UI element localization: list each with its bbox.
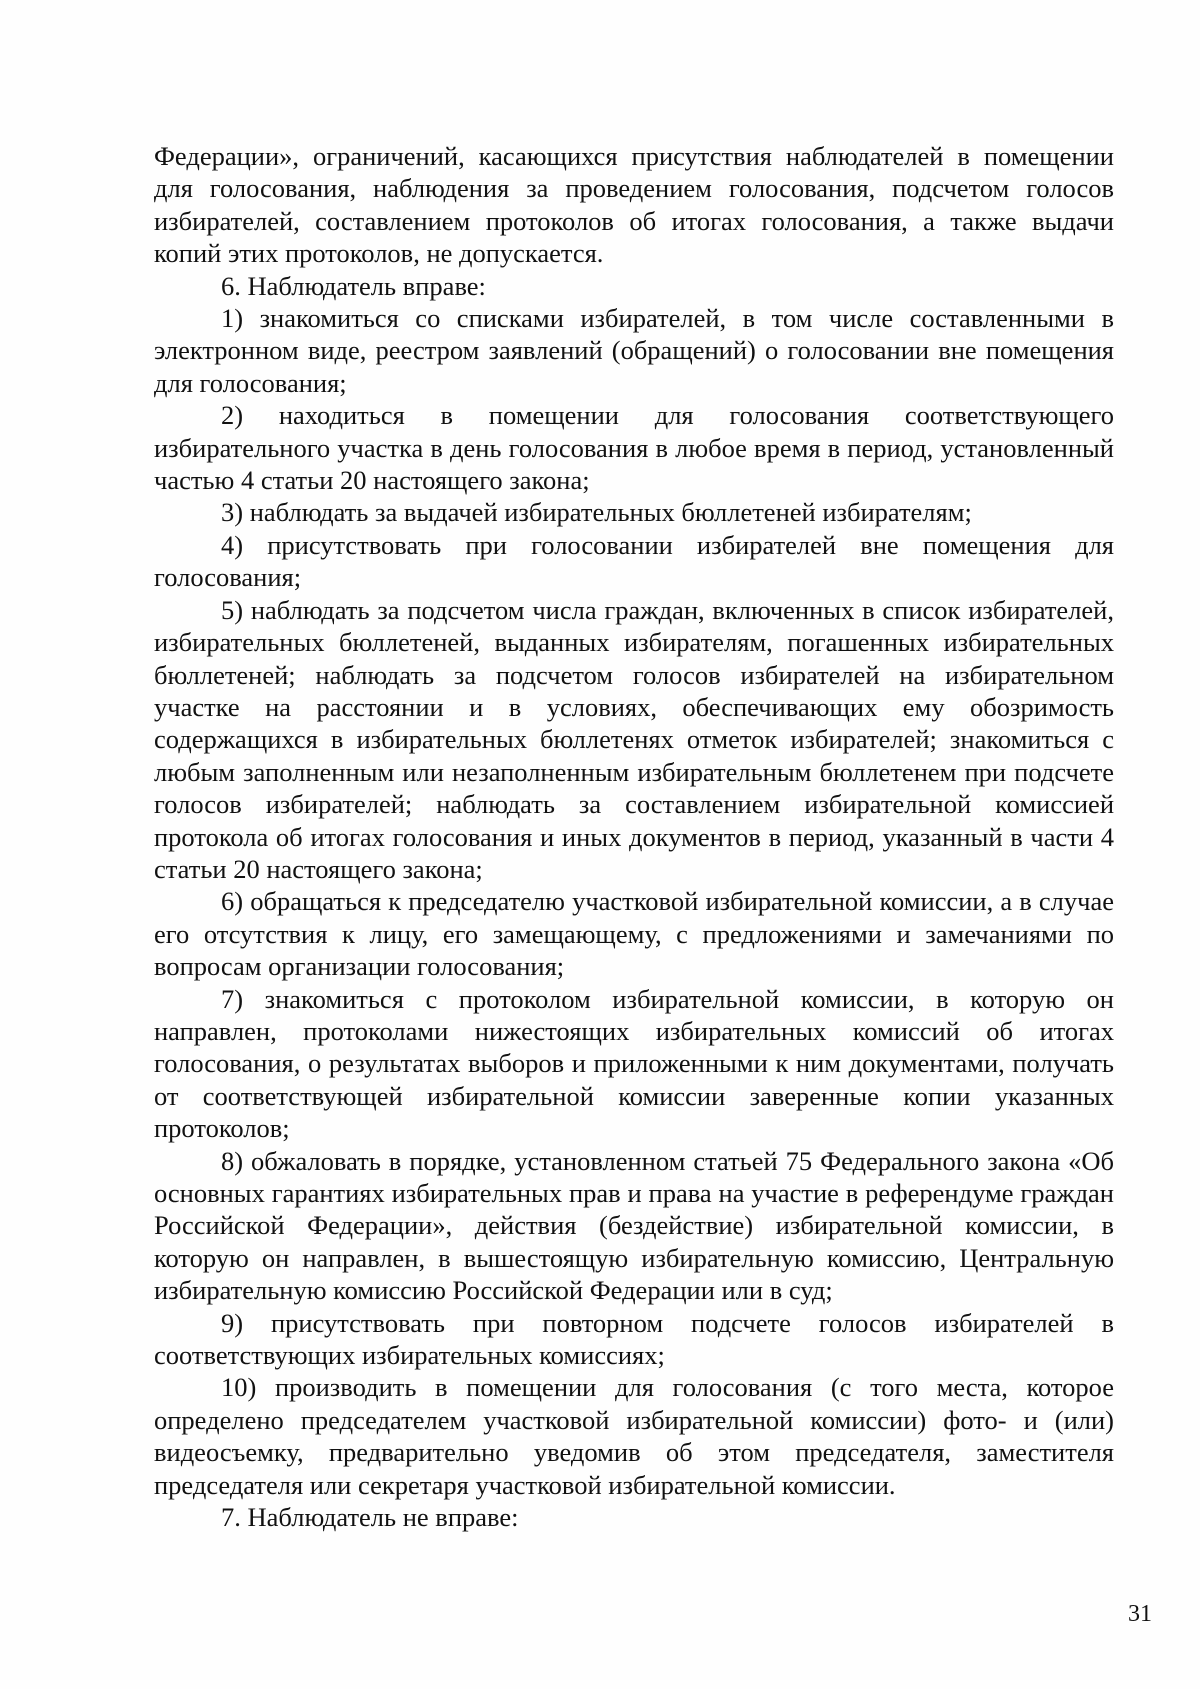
list-item: 8) обжаловать в порядке, установленном статьей 75 Федерального закона «Об основных гарантиях избирательных прав и права на участие в референдуме граждан Российской Федерации», действия (бездействие) избирательной комиссии, в которую он направлен, в вышестоящую избирательную комиссию, Центральную избирательную комиссию Российской Федерации или в суд;: [154, 1145, 1114, 1306]
list-item: 2) находиться в помещении для голосования соответствующего избирательного участка в день голосования в любое время в период, установленный частью 4 статьи 20 настоящего закона;: [154, 400, 1114, 496]
list-item: 7) знакомиться с протоколом избирательной комиссии, в которую он направлен, протоколами нижестоящих избирательных комиссий об итогах голосования, о результатах выборов и приложенными к ним документами, получать от соответствующей избирательной комиссии заверенные копии указанных протоколов;: [154, 983, 1114, 1144]
clause-7-heading: 7. Наблюдатель не вправе:: [221, 1502, 519, 1533]
list-item: 10) производить в помещении для голосования (с того места, которое определено председателем участковой избирательной комиссии) фото- и (или) видеосъемку, предварительно уведомив об этом председателя, заместителя председателя или секретаря участковой избирательной комиссии.: [154, 1372, 1114, 1500]
list-item: 4) присутствовать при голосовании избирателей вне помещения для голосования;: [154, 529, 1114, 593]
list-item: 6) обращаться к председателю участковой избирательной комиссии, а в случае его отсутствия к лицу, его замещающему, с предложениями и замечаниями по вопросам организации голосования;: [154, 886, 1114, 982]
list-item: 5) наблюдать за подсчетом числа граждан, включенных в список избирателей, избирательных бюллетеней, выданных избирателям, погашенных избирательных бюллетеней; наблюдать за подсчетом голосов избирателей на избирательном участке на расстоянии и в условиях, обеспечивающих ему обозримость содержащихся в избирательных бюллетенях отметок избирателей; знакомиться с любым заполненным или незаполненным избирательным бюллетенем при подсчете голосов избирателей; наблюдать за составлением избирательной комиссией протокола об итогах голосования и иных документов в период, указанный в части 4 статьи 20 настоящего закона;: [154, 594, 1114, 884]
document-body: [154, 140, 1114, 1533]
paragraph-continuation: Федерации», ограничений, касающихся присутствия наблюдателей в помещении для голосования, наблюдения за проведением голосования, подсчетом голосов избирателей, составлением протоколов об итогах голосования, а также выдачи копий этих протоколов, не допускается.: [154, 141, 1114, 269]
clause-6-heading: 6. Наблюдатель вправе:: [221, 270, 486, 301]
page-number: 31: [1128, 1601, 1152, 1627]
list-item: 9) присутствовать при повторном подсчете голосов избирателей в соответствующих избирательных комиссиях;: [154, 1307, 1114, 1371]
list-item: 1) знакомиться со списками избирателей, в том числе составленными в электронном виде, реестром заявлений (обращений) о голосовании вне помещения для голосования;: [154, 303, 1114, 398]
list-item: 3) наблюдать за выдачей избирательных бюллетеней избирателям;: [221, 497, 972, 528]
